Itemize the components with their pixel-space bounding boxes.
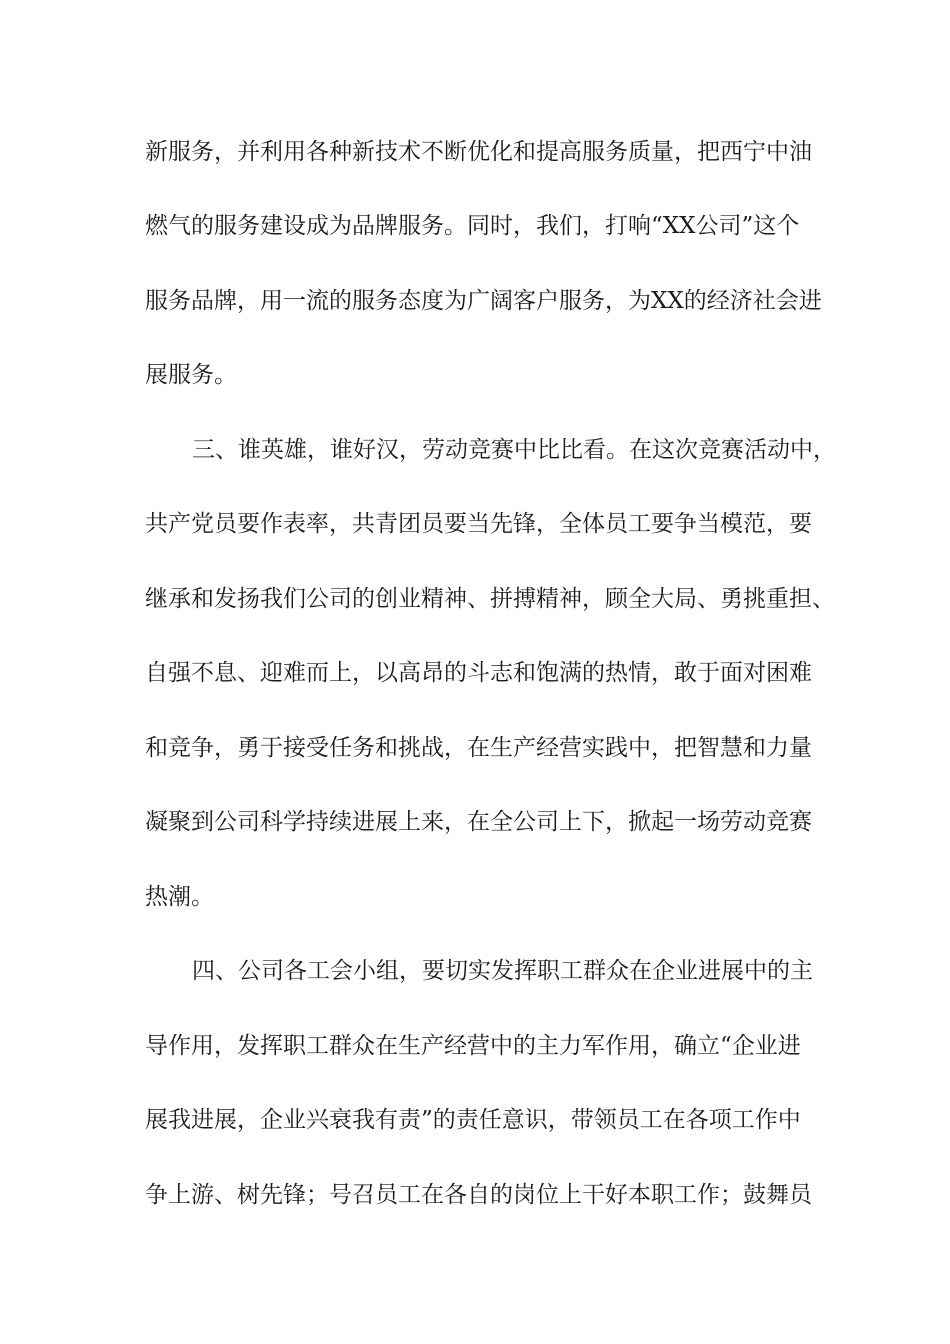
paragraph-start-line: 三、谁英雄，谁好汉，劳动竞赛中比比看。在这次竞赛活动中，	[192, 437, 836, 463]
text-line: 展服务。	[145, 362, 237, 388]
text-line: 热潮。	[145, 884, 214, 910]
text-line: 凝聚到公司科学持续进展上来，在全公司上下，掀起一场劳动竞赛	[145, 809, 812, 835]
text-line: 服务品牌，用一流的服务态度为广阔客户服务，为XX的经济社会进	[145, 288, 822, 314]
text-line: 继承和发扬我们公司的创业精神、拼搏精神，顾全大局、勇挑重担、	[145, 586, 835, 612]
text-line: 和竞争，勇于接受任务和挑战，在生产经营实践中，把智慧和力量	[145, 735, 812, 761]
text-line: 新服务，并利用各种新技术不断优化和提高服务质量，把西宁中油	[145, 139, 812, 165]
text-line: 共产党员要作表率，共青团员要当先锋，全体员工要争当模范，要	[145, 511, 812, 537]
text-line: 自强不息、迎难而上，以高昂的斗志和饱满的热情，敢于面对困难	[145, 660, 812, 686]
paragraph-start-line: 四、公司各工会小组，要切实发挥职工群众在企业进展中的主	[192, 958, 813, 984]
text-line: 争上游、树先锋；号召员工在各自的岗位上干好本职工作；鼓舞员	[145, 1182, 812, 1208]
text-line: 导作用，发挥职工群众在生产经营中的主力军作用，确立“企业进	[145, 1033, 801, 1059]
text-line: 展我进展，企业兴衰我有责”的责任意识，带领员工在各项工作中	[145, 1107, 801, 1133]
text-line: 燃气的服务建设成为品牌服务。同时，我们，打响“XX公司”这个	[145, 213, 800, 239]
